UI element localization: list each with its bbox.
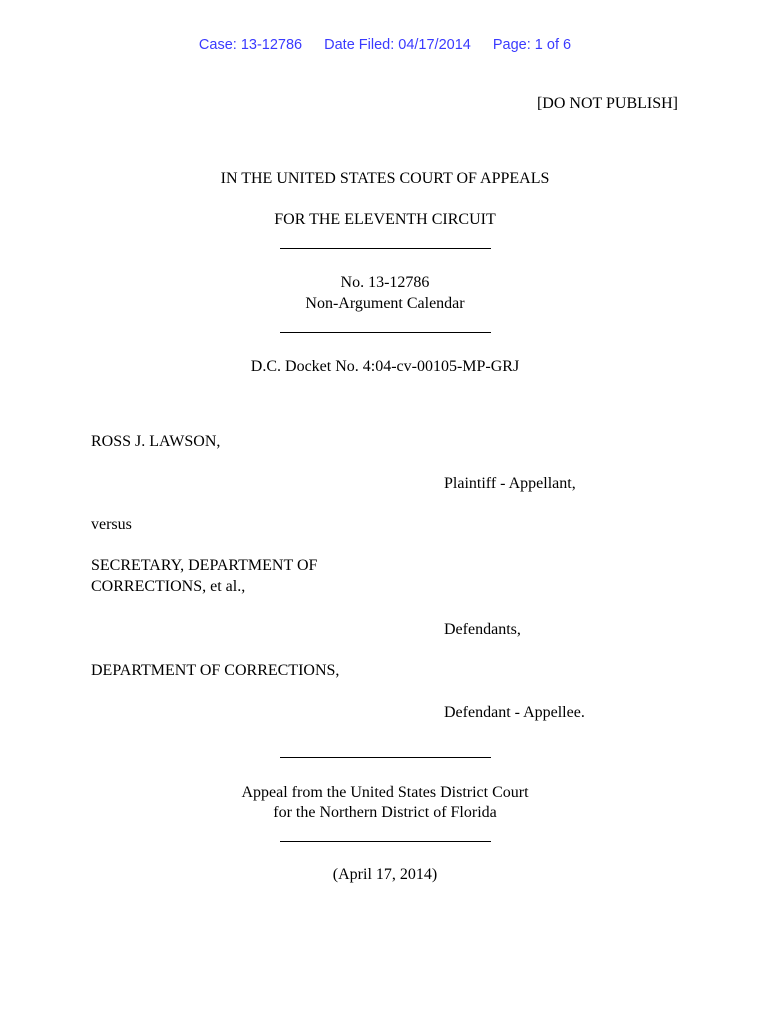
court-name: IN THE UNITED STATES COURT OF APPEALS <box>220 170 550 187</box>
circuit-name: FOR THE ELEVENTH CIRCUIT <box>274 211 496 228</box>
publish-status: [DO NOT PUBLISH] <box>536 95 678 112</box>
docket-number: D.C. Docket No. 4:04-cv-00105-MP-GRJ <box>250 358 520 375</box>
plaintiff-role: Plaintiff - Appellant, <box>444 475 576 492</box>
defendants-role: Defendants, <box>444 621 521 638</box>
appellee-role: Defendant - Appellee. <box>444 704 585 721</box>
filing-header <box>0 37 770 53</box>
case-number-header: Case: 13-12786 <box>198 37 303 53</box>
date-filed-header: Date Filed: 04/17/2014 <box>324 37 471 53</box>
appeal-origin-line2: for the Northern District of Florida <box>273 804 497 821</box>
appeal-origin-line1: Appeal from the United States District Court <box>241 784 529 801</box>
divider-rule <box>280 757 491 758</box>
case-number: No. 13-12786 <box>340 274 430 291</box>
page-number-header: Page: 1 of 6 <box>492 37 572 53</box>
defendant-name-line2: CORRECTIONS, et al., <box>91 578 246 595</box>
decision-date: (April 17, 2014) <box>332 866 438 883</box>
divider-rule <box>280 248 491 249</box>
divider-rule <box>280 841 491 842</box>
defendant-name-line1: SECRETARY, DEPARTMENT OF <box>91 557 318 574</box>
versus-label: versus <box>91 516 132 533</box>
divider-rule <box>280 332 491 333</box>
calendar-type: Non-Argument Calendar <box>305 295 465 312</box>
plaintiff-name: ROSS J. LAWSON, <box>91 433 221 450</box>
appellee-name: DEPARTMENT OF CORRECTIONS, <box>91 662 340 679</box>
